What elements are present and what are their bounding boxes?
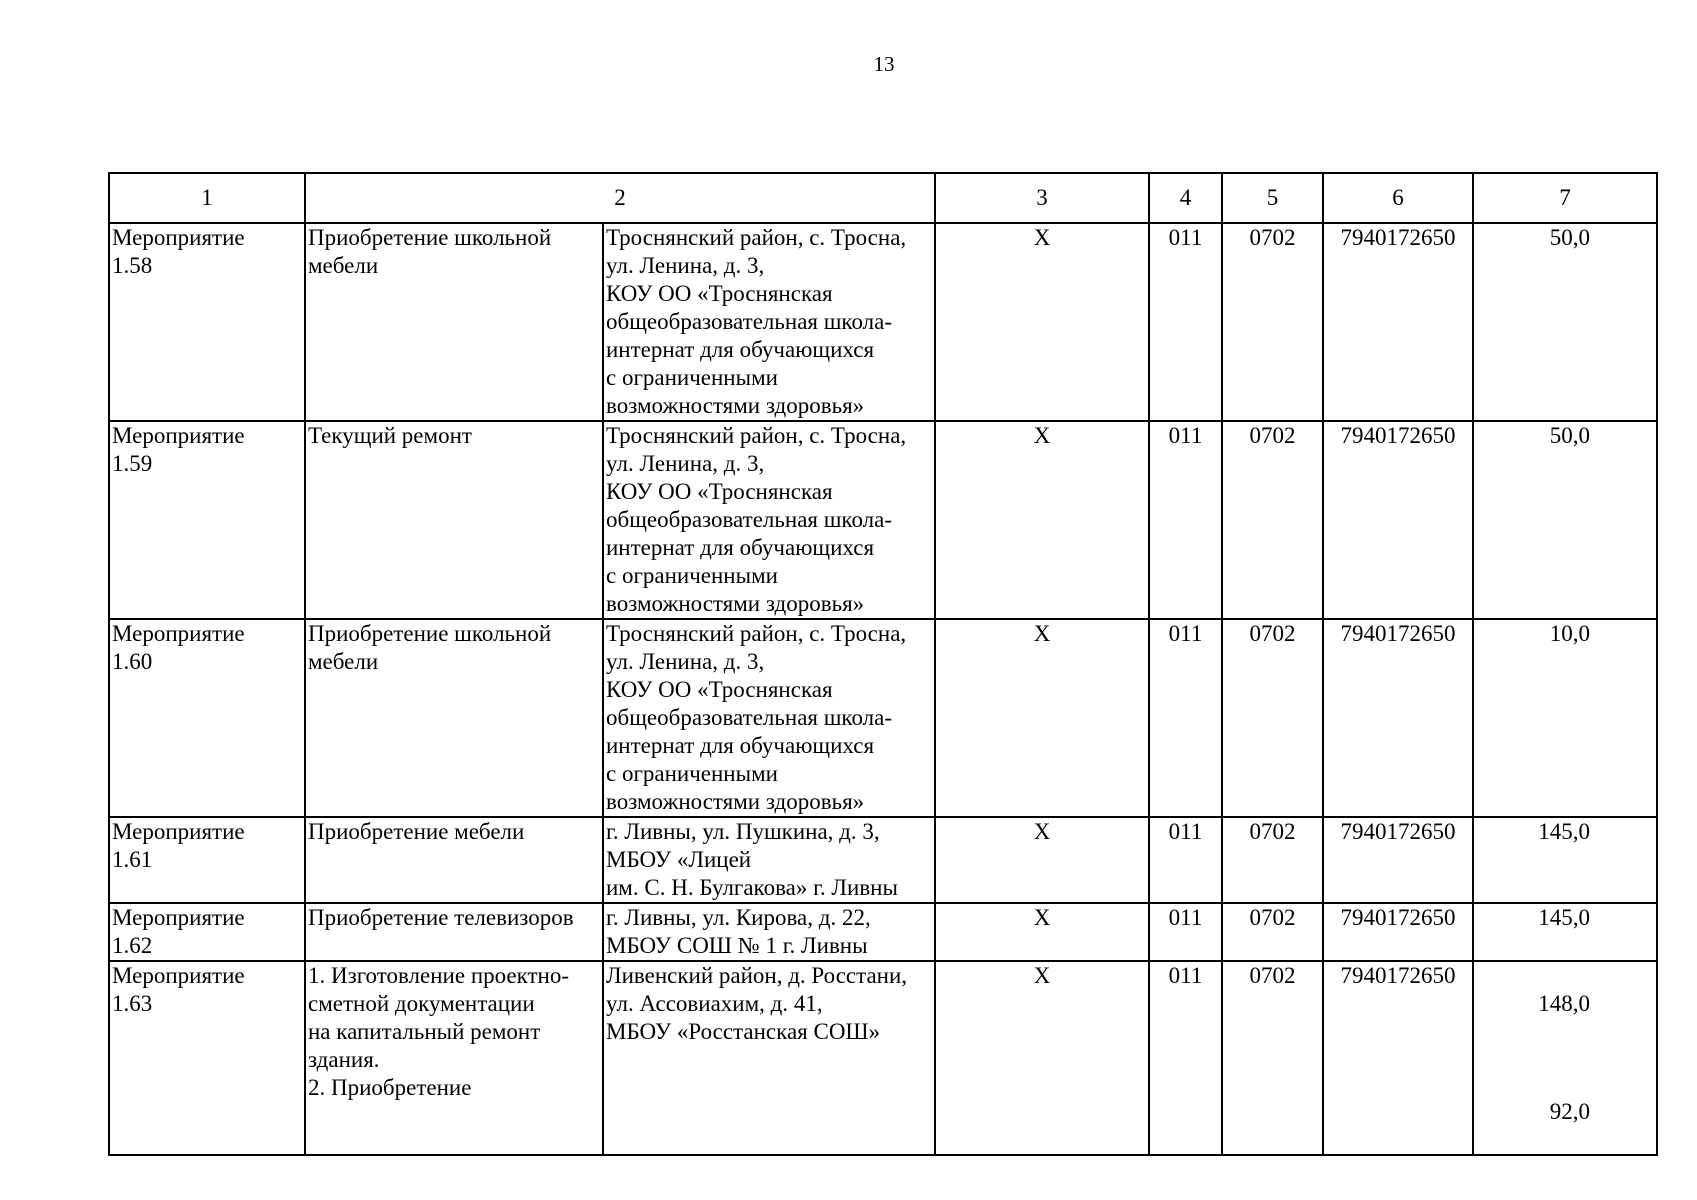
page-number: 13 (873, 52, 895, 76)
table-header-row (109, 173, 1657, 223)
header-cell-7: 7 (1473, 173, 1657, 223)
location-cell: Троснянский район, с. Тросна, ул. Ленина, д. 3, КОУ ОО «Троснянская общеобразовательная школа- интернат для обучающихся с ограниченными возможностями здоровья» (603, 223, 935, 421)
table-row (109, 961, 1657, 1155)
col3-cell: Х (935, 223, 1149, 421)
col7-cell: 10,0 (1473, 619, 1657, 817)
col6-cell: 7940172650 (1323, 421, 1473, 619)
col5-cell: 0702 (1222, 223, 1323, 421)
table-row (109, 223, 1657, 421)
col7-split (1476, 990, 1590, 1126)
col6-cell: 7940172650 (1323, 903, 1473, 961)
col3-cell: Х (935, 817, 1149, 903)
location-cell: г. Ливны, ул. Пушкина, д. 3, МБОУ «Лицей им. С. Н. Булгакова» г. Ливны (603, 817, 935, 903)
location-cell: Троснянский район, с. Тросна, ул. Ленина, д. 3, КОУ ОО «Троснянская общеобразовательная школа- интернат для обучающихся с ограниченными возможностями здоровья» (603, 619, 935, 817)
event-cell: Мероприятие 1.62 (109, 903, 305, 961)
description-cell: Приобретение телевизоров (305, 903, 603, 961)
location-cell: Ливенский район, д. Росстани, ул. Ассовиахим, д. 41, МБОУ «Росстанская СОШ» (603, 961, 935, 1155)
header-cell-4: 4 (1149, 173, 1222, 223)
header-cell-6: 6 (1323, 173, 1473, 223)
event-cell: Мероприятие 1.58 (109, 223, 305, 421)
col6-cell: 7940172650 (1323, 817, 1473, 903)
description-cell: Приобретение школьной мебели (305, 223, 603, 421)
col3-cell: Х (935, 421, 1149, 619)
col7-second-value: 92,0 (1549, 1099, 1590, 1124)
header-cell-2: 2 (305, 173, 935, 223)
table-row (109, 421, 1657, 619)
event-cell: Мероприятие 1.63 (109, 961, 305, 1155)
table-row (109, 817, 1657, 903)
col5-cell: 0702 (1222, 817, 1323, 903)
col3-cell: Х (935, 903, 1149, 961)
description-cell: Приобретение школьной мебели (305, 619, 603, 817)
description-cell: Приобретение мебели (305, 817, 603, 903)
col5-cell: 0702 (1222, 619, 1323, 817)
col5-cell: 0702 (1222, 961, 1323, 1155)
col4-cell: 011 (1149, 223, 1222, 421)
table-row (109, 903, 1657, 961)
col7-cell: 145,0 (1473, 903, 1657, 961)
col4-cell: 011 (1149, 421, 1222, 619)
col5-cell: 0702 (1222, 903, 1323, 961)
description-cell: Текущий ремонт (305, 421, 603, 619)
col7-cell: 50,0 (1473, 421, 1657, 619)
event-cell: Мероприятие 1.59 (109, 421, 305, 619)
col7-cell: 50,0 (1473, 223, 1657, 421)
col6-cell: 7940172650 (1323, 223, 1473, 421)
budget-table (108, 172, 1658, 1156)
table-row (109, 619, 1657, 817)
col6-cell: 7940172650 (1323, 961, 1473, 1155)
col5-cell: 0702 (1222, 421, 1323, 619)
col3-cell: Х (935, 961, 1149, 1155)
col7-cell: 145,0 (1473, 817, 1657, 903)
header-cell-5: 5 (1222, 173, 1323, 223)
event-cell: Мероприятие 1.61 (109, 817, 305, 903)
header-cell-3: 3 (935, 173, 1149, 223)
col6-cell: 7940172650 (1323, 619, 1473, 817)
location-cell: Троснянский район, с. Тросна, ул. Ленина, д. 3, КОУ ОО «Троснянская общеобразовательная школа- интернат для обучающихся с ограниченными возможностями здоровья» (603, 421, 935, 619)
location-cell: г. Ливны, ул. Кирова, д. 22, МБОУ СОШ № 1 г. Ливны (603, 903, 935, 961)
col4-cell: 011 (1149, 961, 1222, 1155)
col7-first-value: 148,0 (1538, 991, 1590, 1016)
description-cell: 1. Изготовление проектно- сметной документации на капитальный ремонт здания. 2. Приобретение (305, 961, 603, 1155)
col4-cell: 011 (1149, 903, 1222, 961)
event-cell: Мероприятие 1.60 (109, 619, 305, 817)
col4-cell: 011 (1149, 619, 1222, 817)
col7-cell (1473, 961, 1657, 1155)
header-cell-1: 1 (109, 173, 305, 223)
col3-cell: Х (935, 619, 1149, 817)
col4-cell: 011 (1149, 817, 1222, 903)
